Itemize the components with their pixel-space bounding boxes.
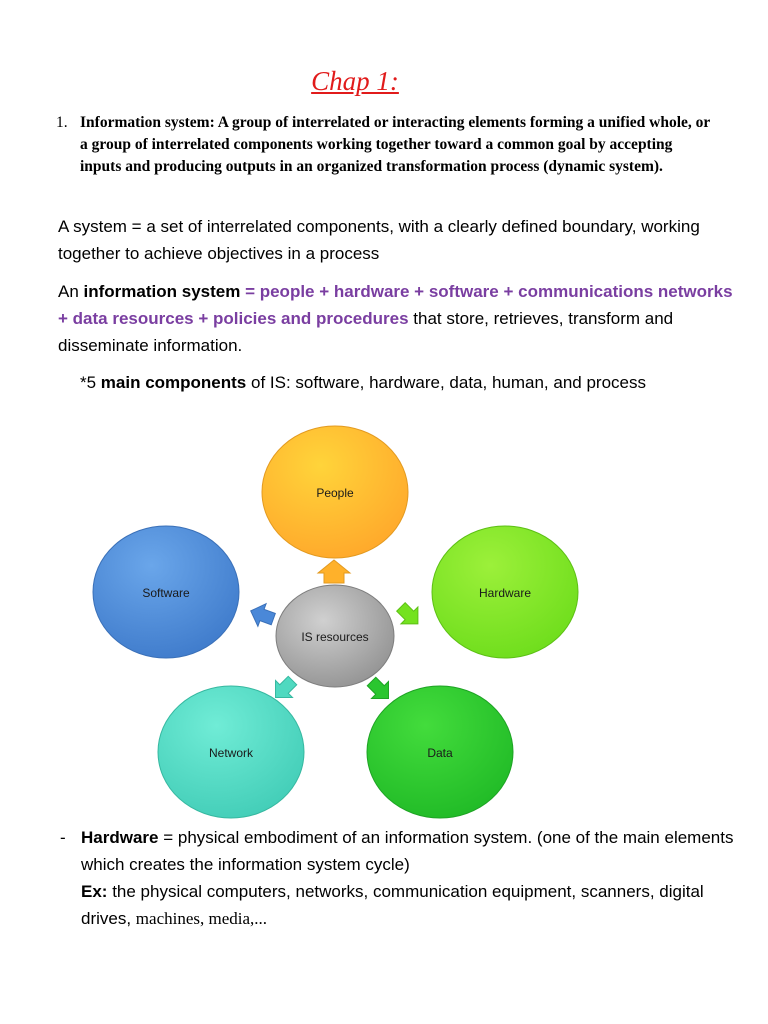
system-definition: A system = a set of interrelated components, with a clearly defined boundary, working together to achieve objectives in a process (58, 217, 700, 263)
node-software-label: Software (142, 586, 190, 600)
components-note (80, 369, 700, 396)
page-title: Chap 1: (311, 66, 399, 96)
node-center (276, 585, 394, 687)
is-suffix: that store, retrieves, transform and disseminate information. (58, 309, 674, 355)
node-hardware (432, 526, 578, 658)
node-people (262, 426, 408, 558)
node-data-label: Data (427, 746, 453, 760)
bullet-dash: - (60, 828, 66, 847)
node-hardware-label: Hardware (478, 586, 532, 600)
is-definition (58, 278, 738, 359)
note-bold: main components (100, 373, 247, 392)
node-software (93, 526, 239, 658)
item-definition: : A group of interrelated or interacting elements forming a unified whole, or a group of interrelated components working together toward a common goal by accepting inputs and producing outputs in an organized transformation process (dynamic system). (80, 114, 710, 175)
node-data (367, 686, 513, 818)
definition-item-1 (56, 112, 716, 178)
note-prefix: *5 (80, 373, 101, 392)
is-formula: = people + hardware + software + communications networks + data resources + policies and procedures (58, 282, 733, 328)
arrow-to-people (318, 560, 350, 583)
item-term: Information system (80, 114, 210, 131)
node-people-label: People (316, 486, 354, 500)
arrow-to-hardware (392, 598, 426, 632)
arrow-to-software (247, 600, 278, 631)
hardware-term: Hardware (81, 828, 159, 847)
is-term: information system (83, 282, 241, 301)
example-text-serif: machines, media,... (135, 909, 268, 928)
hardware-definition: = physical embodiment of an information system. (one of the main elements which creates the information system cycle) (81, 828, 734, 874)
item-number: 1. (56, 114, 68, 131)
example-text: the physical computers, networks, communication equipment, scanners, digital drives, (81, 882, 704, 928)
node-network (158, 686, 304, 818)
node-center-label: IS resources (301, 630, 369, 644)
note-suffix: of IS: software, hardware, data, human, and process (246, 373, 646, 392)
example-label: Ex: (81, 882, 108, 901)
is-prefix: An (58, 282, 84, 301)
hardware-bullet (60, 824, 750, 932)
node-network-label: Network (208, 746, 254, 760)
